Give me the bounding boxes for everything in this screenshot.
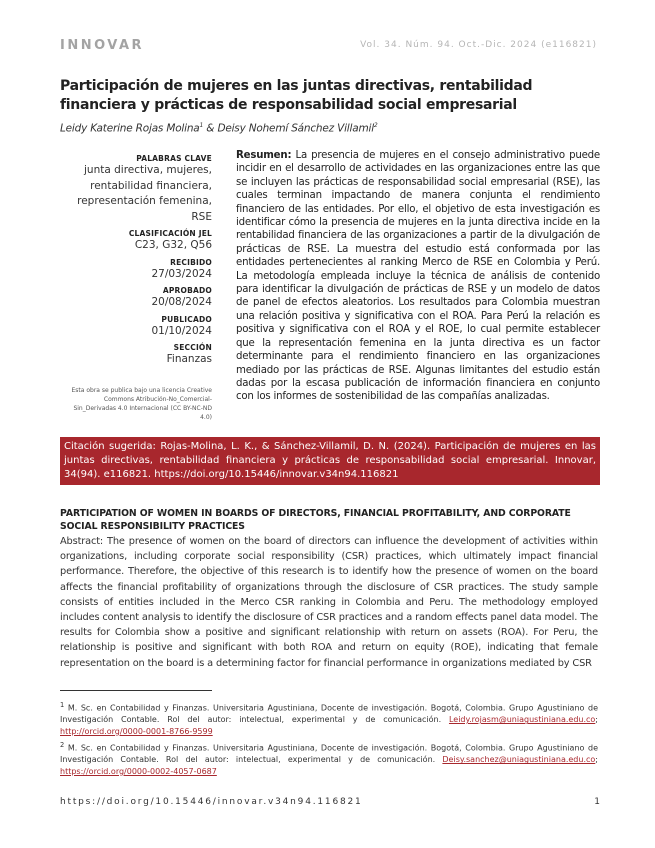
published-date: 01/10/2024 [151,324,212,337]
author-1-footnote-mark[interactable]: 1 [199,122,204,129]
abstract-text: La presencia de mujeres en el consejo administrativo puede incidir en el desarrollo de actividades en las organizaciones entre las que se incluyen las prácticas de responsabilidad social empresarial (RSE), las cuales terminan impactando de manera conjunta el rendimiento financiero de las entidades. Por ello, el objetivo de esta investigación es identificar cómo la presencia de mujeres en la junta directiva incide en la rentabilidad financiera de las organizaciones a partir de la divulgación de prácticas de RSE. La muestra del estudio está conformada por las entidades pertenecientes al ranking Merco de RSE en Colombia y Perú. La metodología empleada incluye la técnica de análisis de contenido para identificar la divulgación de prácticas de RSE y un modelo de datos de panel de efectos aleatorios. Los resultados para Colombia muestran una relación positiva y significativa con el ROA. Para Perú la relación es positiva y significativa con el ROA y el ROE, lo cual permite establecer que la representación femenina en la junta directiva es un factor determinante para el rendimiento financiero en las organizaciones mediado por las prácticas de RSE. Algunas limitantes del estudio están dadas por la escasa publicación de información financiera en conjunto con los informes de sostenibilidad de las compañías analizadas. [236,150,600,403]
page-number: 1 [594,797,600,807]
authors-line [60,122,600,135]
footnote-separator: ; [595,715,598,725]
footnote-text: M. Sc. en Contabilidad y Finanzas. Universitaria Agustiniana, Docente de investigación. Bogotá, Colombia. Grupo Agustiniano de Investigación Contable. Rol del autor: intelectual, experimental y de comunicación. [60,743,598,765]
abstract-english: Abstract: The presence of women on the board of directors can influence the development of activities within organizations, including corporate social responsibility (CSR) practices, which ultimately impact financial performance. Therefore, the objective of this research is to identify how the presence of women on the board affects the financial profitability of organizations through the disclosure of CSR practices. The study sample consists of entities included in the Merco CSR ranking in Colombia and Peru. The methodology employed includes content analysis to identify the disclosure of CSR practices and a random effects panel data model. The results for Colombia show a positive and significant relationship with return on assets (ROA). For Peru, the relationship is positive and significant with both ROA and return on equity (ROE), indicating that female representation on the board is a determining factor for financial performance in organizations mediated by CSR [60,536,598,669]
footnote-divider [60,690,212,691]
article-title: Participación de mujeres en las juntas directivas, rentabilidad financiera y prácticas de responsabilidad social empresarial [60,78,533,113]
footnotes [60,700,598,780]
volume-info: Vol. 34. Núm. 94. Oct.-Dic. 2024 (e116821) [360,40,597,50]
footer-doi-link[interactable]: https://doi.org/10.15446/innovar.v34n94.116821 [60,797,363,807]
license-notice: Esta obra se publica bajo una licencia Creative Commons Atribución-No_Comercial-Sin_Derivadas 4.0 Internacional (CC BY-NC-ND 4.0) [71,386,212,421]
received-label: RECIBIDO [170,257,212,267]
published-label: PUBLICADO [161,314,212,324]
footnote-2 [60,740,598,777]
footnote-text: M. Sc. en Contabilidad y Finanzas. Universitaria Agustiniana, Docente de investigación. Bogotá, Colombia. Grupo Agustiniano de Investigación Contable. Rol del autor: intelectual, experimental y de comunicación. [60,703,598,725]
keywords-line-3: representación femenina, RSE [77,195,212,223]
author-separator: & [203,122,218,135]
author-2-footnote-mark[interactable]: 2 [373,122,378,129]
english-title: PARTICIPATION OF WOMEN IN BOARDS OF DIRECTORS, FINANCIAL PROFITABILITY, AND CORPORATE SOCIAL RESPONSIBILITY PRACTICES [60,508,571,532]
keywords-line-1: junta directiva, mujeres, [84,164,212,176]
author-2: Deisy Nohemí Sánchez Villamil [217,122,374,135]
journal-brand: INNOVAR [60,38,145,53]
orcid-link[interactable]: http://orcid.org/0000-0001-8766-9599 [60,726,213,736]
received-date: 27/03/2024 [151,267,212,280]
keywords-label: PALABRAS CLAVE [136,154,212,163]
footnote-1 [60,700,598,737]
article-metadata [60,150,212,422]
footnote-separator: ; [595,755,598,765]
footnote-mark: 1 [60,701,65,709]
footnote-mark: 2 [60,741,65,750]
keywords-line-2: rentabilidad financiera, [90,179,212,192]
approved-date: 20/08/2024 [151,296,212,308]
email-link[interactable]: Deisy.sanchez@uniagustiniana.edu.co [442,755,596,765]
approved-label: APROBADO [162,286,212,295]
section-value: Finanzas [166,353,212,365]
email-link[interactable]: Leidy.rojasm@uniagustiniana.edu.co [448,715,596,725]
author-1: Leidy Katerine Rojas Molina [60,122,200,135]
abstract-spanish [236,149,600,404]
section-label: SECCIÓN [173,343,212,352]
abstract-label: Resumen: [236,150,292,161]
suggested-citation[interactable]: Citación sugerida: Rojas-Molina, L. K., & Sánchez-Villamil, D. N. (2024). Participación de mujeres en las juntas directivas, rentabilidad financiera y prácticas de responsabilidad social empresarial. Innovar, 34(94). e116821. https://doi.org/10.15446/innovar.v34n94.116821 [60,437,600,485]
jel-codes: C23, G32, Q56 [134,239,212,251]
orcid-link[interactable]: https://orcid.org/0000-0002-4057-0687 [60,766,217,776]
jel-label: CLASIFICACIÓN JEL [128,229,212,238]
